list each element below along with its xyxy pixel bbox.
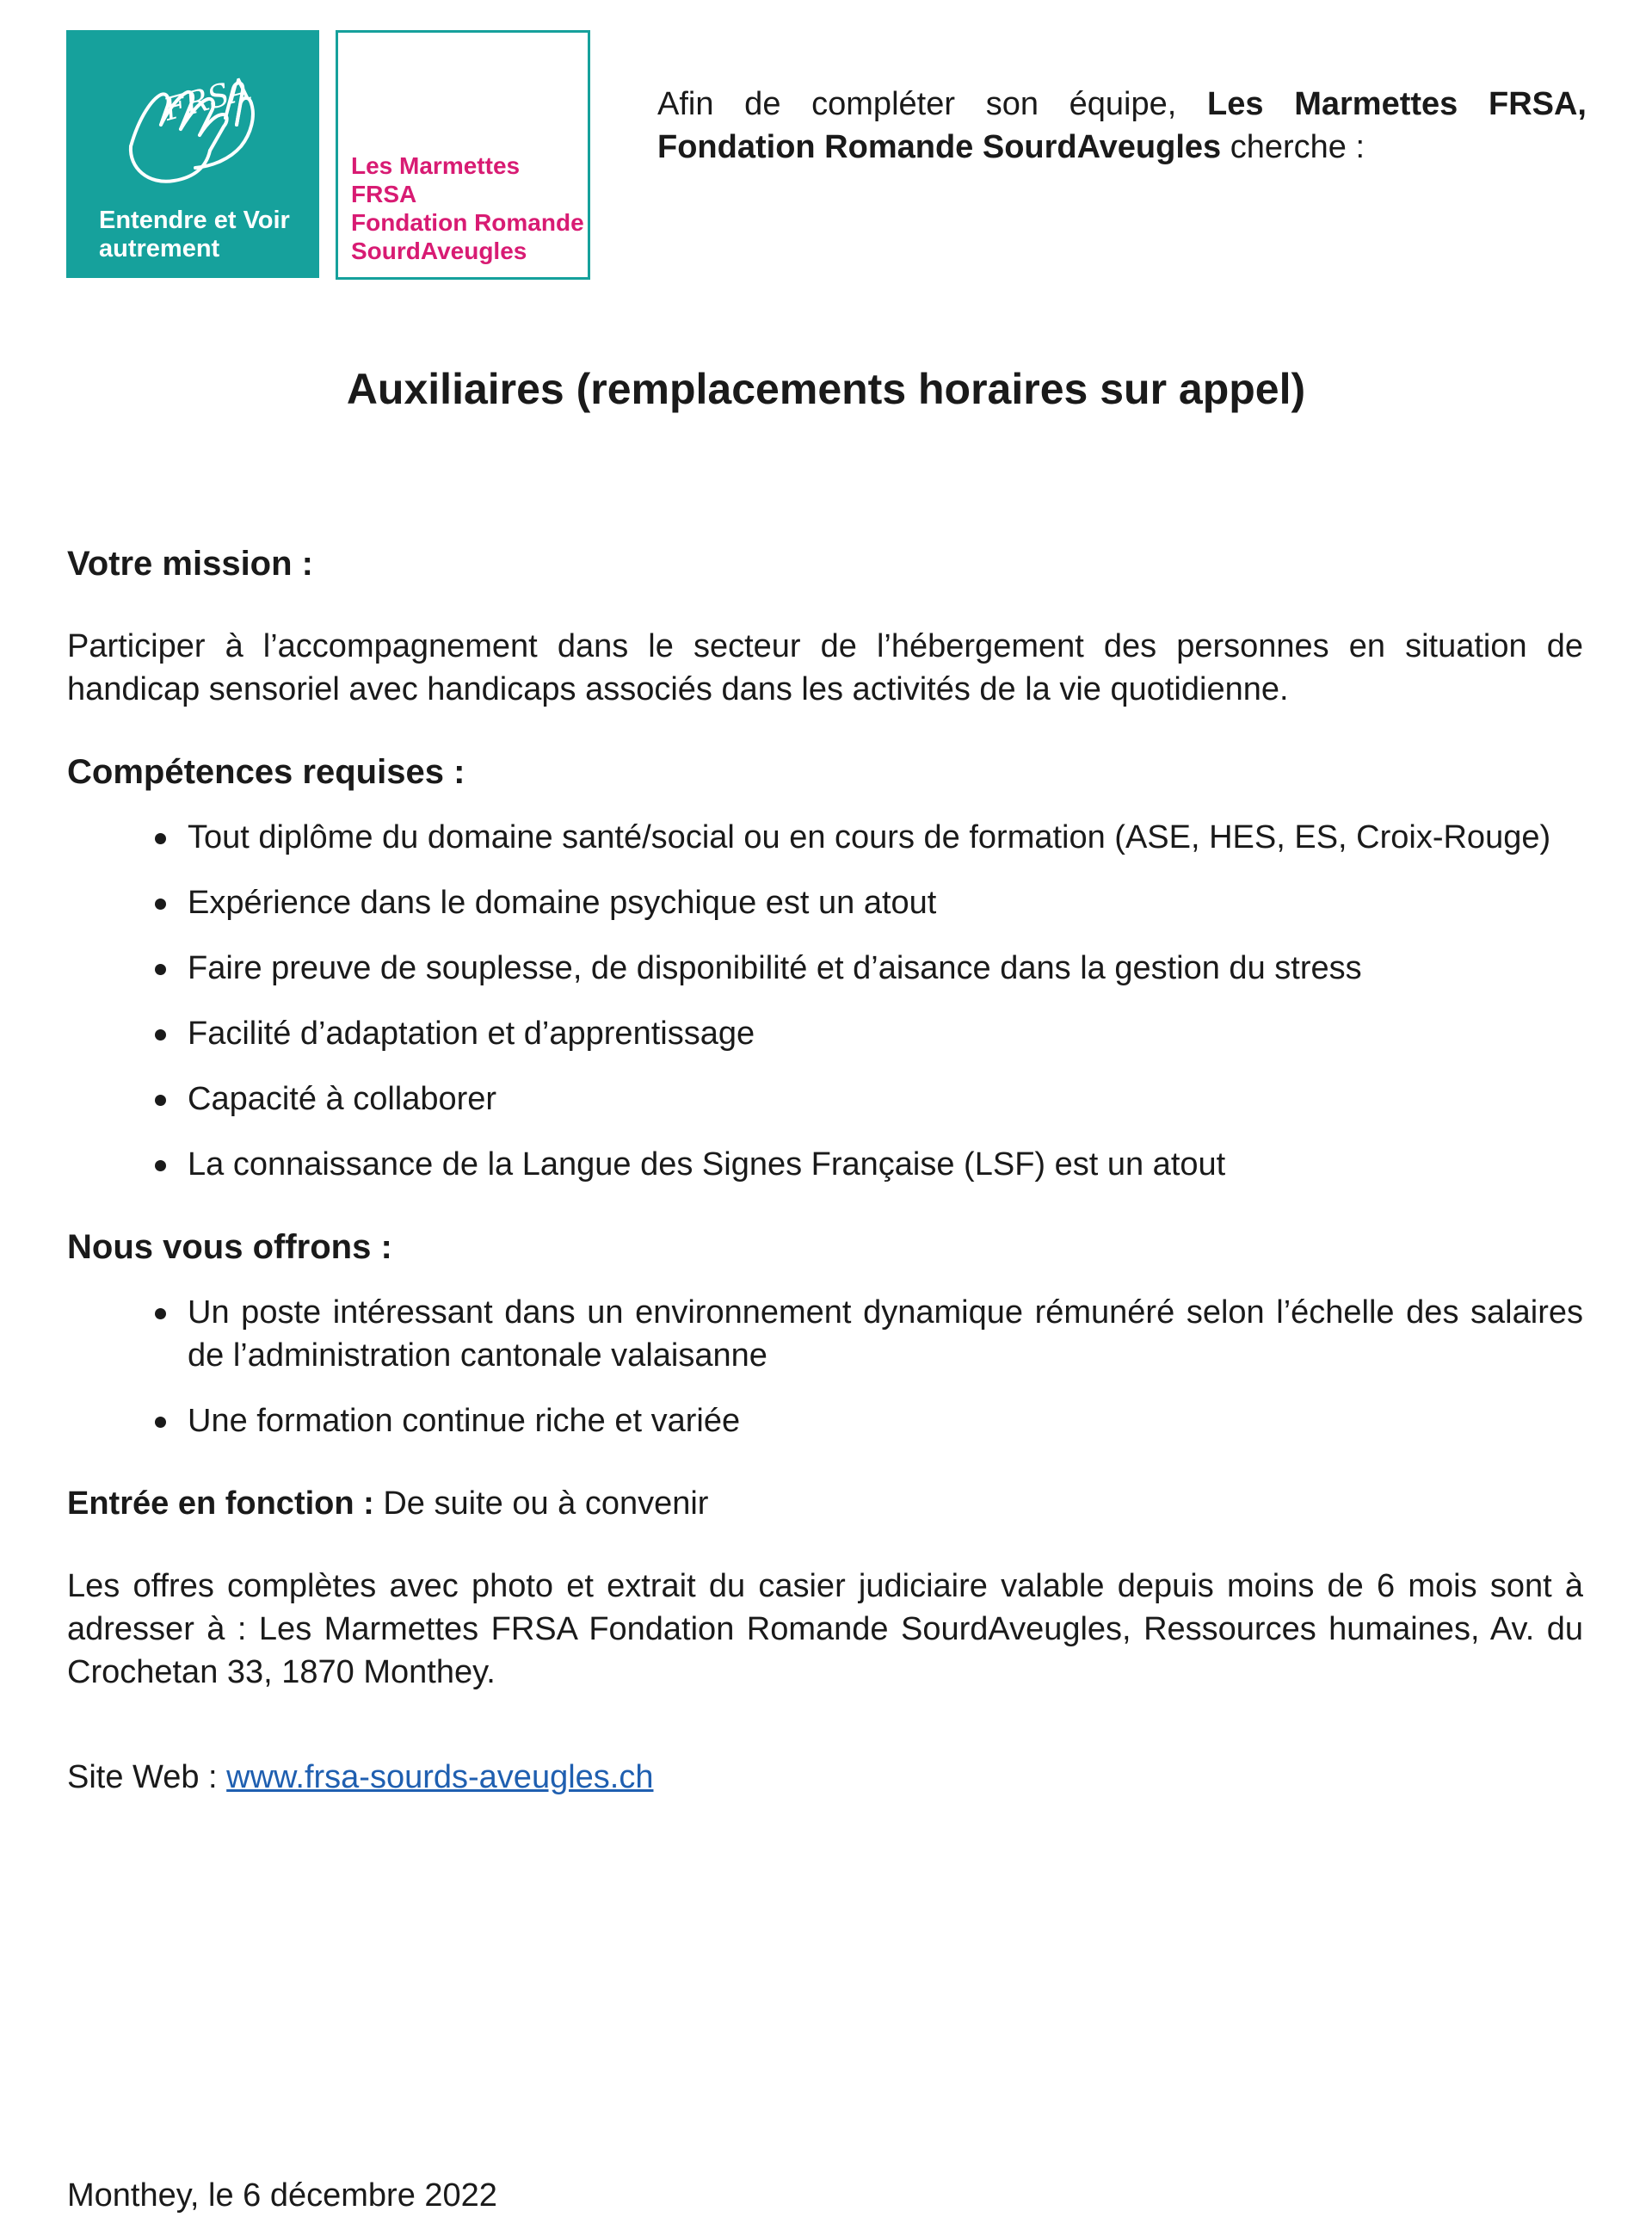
offer-list <box>67 1291 1583 1442</box>
list-item <box>67 1078 1583 1121</box>
list-item <box>67 1143 1583 1186</box>
list-item <box>67 1399 1583 1442</box>
skills-heading: Compétences requises : <box>67 753 465 791</box>
logo-handwritten-mark: FRSA <box>160 71 256 128</box>
list-item <box>67 947 1583 990</box>
brand-line1: Les Marmettes <box>351 152 521 179</box>
skills-list <box>67 816 1583 1186</box>
skill-text: La connaissance de la Langue des Signes Française (LSF) est un atout <box>188 1146 1226 1183</box>
application-text: Les offres complètes avec photo et extrait du casier judiciaire valable depuis moins de 6 mois sont à adresser à : Les Marmettes FRSA Fondation Romande SourdAveugles, Ressources humaines, Av. du Crochetan 33, 1870 Monthey. <box>67 1568 1583 1690</box>
intro-prefix: Afin de compléter son équipe, <box>657 86 1208 122</box>
marmettes-logo <box>336 30 590 280</box>
website-line <box>67 1756 1583 1799</box>
brand-line2: FRSA <box>351 181 417 207</box>
bullet-icon <box>155 1417 166 1428</box>
list-item <box>67 1291 1583 1377</box>
frsa-logo <box>66 30 319 278</box>
start-date <box>67 1482 1583 1525</box>
intro-org-name: Les Marmettes FRSA, Fondation Romande SourdAveugles <box>657 86 1587 165</box>
start-value: De suite ou à convenir <box>373 1485 709 1522</box>
mission-text: Participer à l’accompagnement dans le secteur de l’hébergement des personnes en situation de handicap sensoriel avec handicaps associés dans les activités de la vie quotidienne. <box>67 628 1583 707</box>
list-item <box>67 1012 1583 1055</box>
bullet-icon <box>155 833 166 844</box>
intro-suffix: cherche : <box>1221 129 1365 165</box>
skill-text: Expérience dans le domaine psychique est un atout <box>188 885 937 921</box>
bullet-icon <box>155 964 166 975</box>
website-link[interactable]: www.frsa-sourds-aveugles.ch <box>226 1759 654 1795</box>
offer-text: Un poste intéressant dans un environnement dynamique rémunéré selon l’échelle des salaires de l’administration cantonale valaisanne <box>188 1294 1583 1374</box>
bullet-icon <box>155 1308 166 1319</box>
bullet-icon <box>155 899 166 910</box>
skill-text: Capacité à collaborer <box>188 1081 497 1117</box>
mission-heading: Votre mission : <box>67 545 313 583</box>
list-item <box>67 816 1583 859</box>
logo-tagline-line2: autrement <box>99 235 220 262</box>
skill-text: Facilité d’adaptation et d’apprentissage <box>188 1016 755 1052</box>
skill-text: Tout diplôme du domaine santé/social ou en cours de formation (ASE, HES, ES, Croix-Rouge) <box>188 819 1551 855</box>
intro-text <box>657 83 1587 169</box>
hands-icon <box>114 65 277 202</box>
logo-tagline-line1: Entendre et Voir <box>99 207 290 234</box>
website-label: Site Web : <box>67 1759 227 1795</box>
bullet-icon <box>155 1095 166 1106</box>
skill-text: Faire preuve de souplesse, de disponibilité et d’aisance dans la gestion du stress <box>188 950 1362 986</box>
start-label: Entrée en fonction : <box>67 1485 374 1522</box>
offer-text: Une formation continue riche et variée <box>188 1403 741 1439</box>
brand-line3: Fondation Romande <box>351 209 584 236</box>
job-content <box>67 542 1583 1799</box>
document-date: Monthey, le 6 décembre 2022 <box>67 2177 497 2214</box>
job-title: Auxiliaires (remplacements horaires sur appel) <box>346 365 1306 413</box>
bullet-icon <box>155 1160 166 1171</box>
list-item <box>67 881 1583 924</box>
offer-heading: Nous vous offrons : <box>67 1228 392 1266</box>
bullet-icon <box>155 1029 166 1041</box>
brand-line4: SourdAveugles <box>351 238 527 264</box>
